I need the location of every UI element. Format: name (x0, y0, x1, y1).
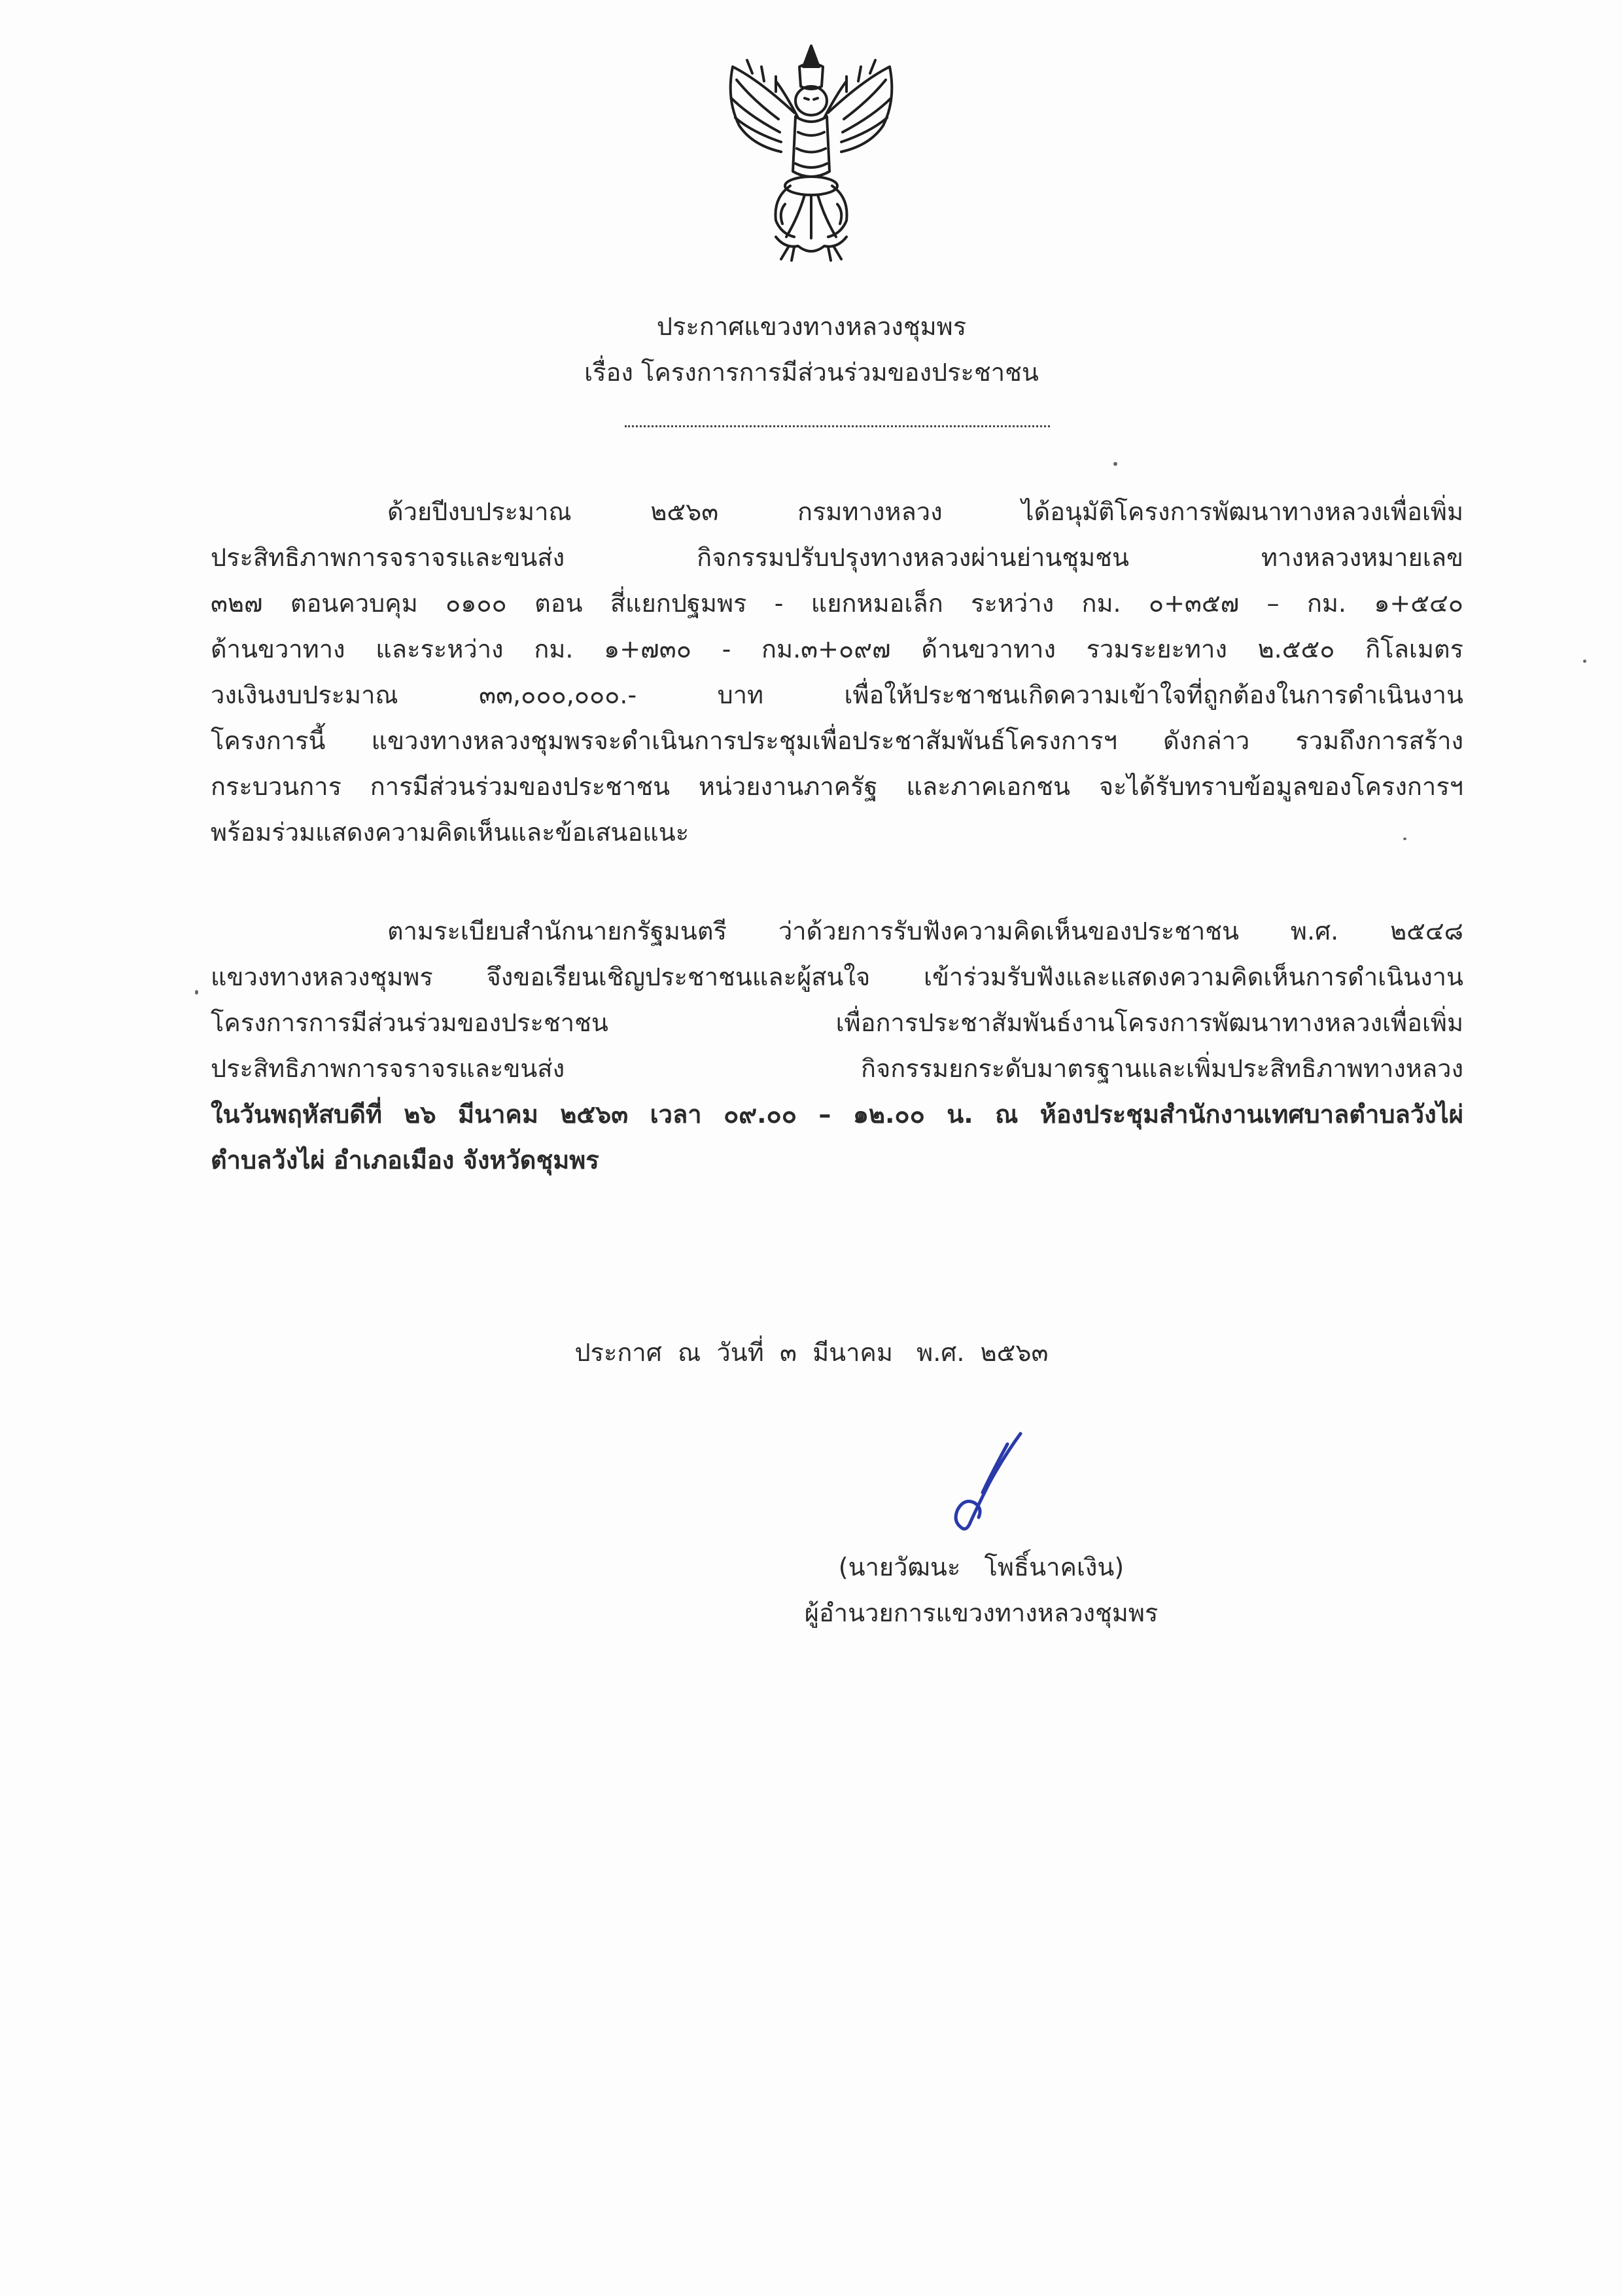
paragraph-line: ๓๒๗ ตอนควบคุม ๐๑๐๐ ตอน สี่แยกปฐมพร - แยกหมอเล็ก ระหว่าง กม. ๐+๓๕๗ – กม. ๑+๕๔๐ (211, 589, 1463, 618)
signer-name: (นายวัฒนะ โพธิ์นาคเงิน) (838, 1553, 1125, 1581)
paragraph-line: พร้อมร่วมแสดงความคิดเห็นและข้อเสนอแนะ (211, 818, 689, 847)
paragraph-line: โครงการนี้ แขวงทางหลวงชุมพรจะดำเนินการประชุมเพื่อประชาสัมพันธ์โครงการฯ ดังกล่าว รวมถึงการสร้าง (211, 726, 1463, 755)
scan-speck (1403, 838, 1406, 840)
paragraph-line: ประสิทธิภาพการจราจรและขนส่ง กิจกรรมปรับปรุงทางหลวงผ่านย่านชุมชน ทางหลวงหมายเลข (211, 543, 1463, 572)
heading-divider (625, 425, 1050, 427)
paragraph-line: ตำบลวังไผ่ อำเภอเมือง จังหวัดชุมพร (211, 1146, 599, 1174)
signer-title: ผู้อำนวยการแขวงทางหลวงชุมพร (804, 1598, 1159, 1627)
paragraph-line: โครงการการมีส่วนร่วมของประชาชน เพื่อการประชาสัมพันธ์งานโครงการพัฒนาทางหลวงเพื่อเพิ่ม (211, 1008, 1463, 1037)
paragraph-line: วงเงินงบประมาณ ๓๓,๐๐๐,๐๐๐.- บาท เพื่อให้ประชาชนเกิดความเข้าใจที่ถูกต้องในการดำเนินงาน (211, 680, 1463, 709)
announcement-title: ประกาศแขวงทางหลวงชุมพร (656, 312, 967, 341)
garuda-emblem-icon (713, 41, 909, 263)
paragraph-line: ตามระเบียบสำนักนายกรัฐมนตรี ว่าด้วยการรับฟังความคิดเห็นของประชาชน พ.ศ. ๒๕๔๘ (387, 917, 1463, 945)
scan-speck (1583, 660, 1586, 663)
paragraph-line: ด้านขวาทาง และระหว่าง กม. ๑+๗๓๐ - กม.๓+๐๙๗ ด้านขวาทาง รวมระยะทาง ๒.๕๕๐ กิโลเมตร (211, 635, 1463, 663)
paragraph-line: ในวันพฤหัสบดีที่ ๒๖ มีนาคม ๒๕๖๓ เวลา ๐๙.๐๐ – ๑๒.๐๐ น. ณ ห้องประชุมสำนักงานเทศบาลตำบลวังไผ่ (211, 1100, 1463, 1129)
paragraph-line: ประสิทธิภาพการจราจรและขนส่ง กิจกรรมยกระดับมาตรฐานและเพิ่มประสิทธิภาพทางหลวง (211, 1054, 1463, 1083)
paragraph-line: ด้วยปีงบประมาณ ๒๕๖๓ กรมทางหลวง ได้อนุมัติโครงการพัฒนาทางหลวงเพื่อเพิ่ม (387, 497, 1463, 526)
scan-speck (1113, 462, 1117, 466)
paragraph-line: กระบวนการ การมีส่วนร่วมของประชาชน หน่วยงานภาครัฐ และภาคเอกชน จะได้รับทราบข้อมูลของโครงการฯ (211, 772, 1463, 801)
paragraph-line: แขวงทางหลวงชุมพร จึงขอเรียนเชิญประชาชนและผู้สนใจ เข้าร่วมรับฟังและแสดงความคิดเห็นการดำเนินงาน (211, 963, 1463, 991)
scan-speck (195, 990, 198, 995)
announcement-subject: เรื่อง โครงการการมีส่วนร่วมของประชาชน (584, 358, 1039, 387)
handwritten-signature-icon (935, 1430, 1034, 1538)
announcement-date: ประกาศ ณ วันที่ ๓ มีนาคม พ.ศ. ๒๕๖๓ (574, 1338, 1049, 1367)
